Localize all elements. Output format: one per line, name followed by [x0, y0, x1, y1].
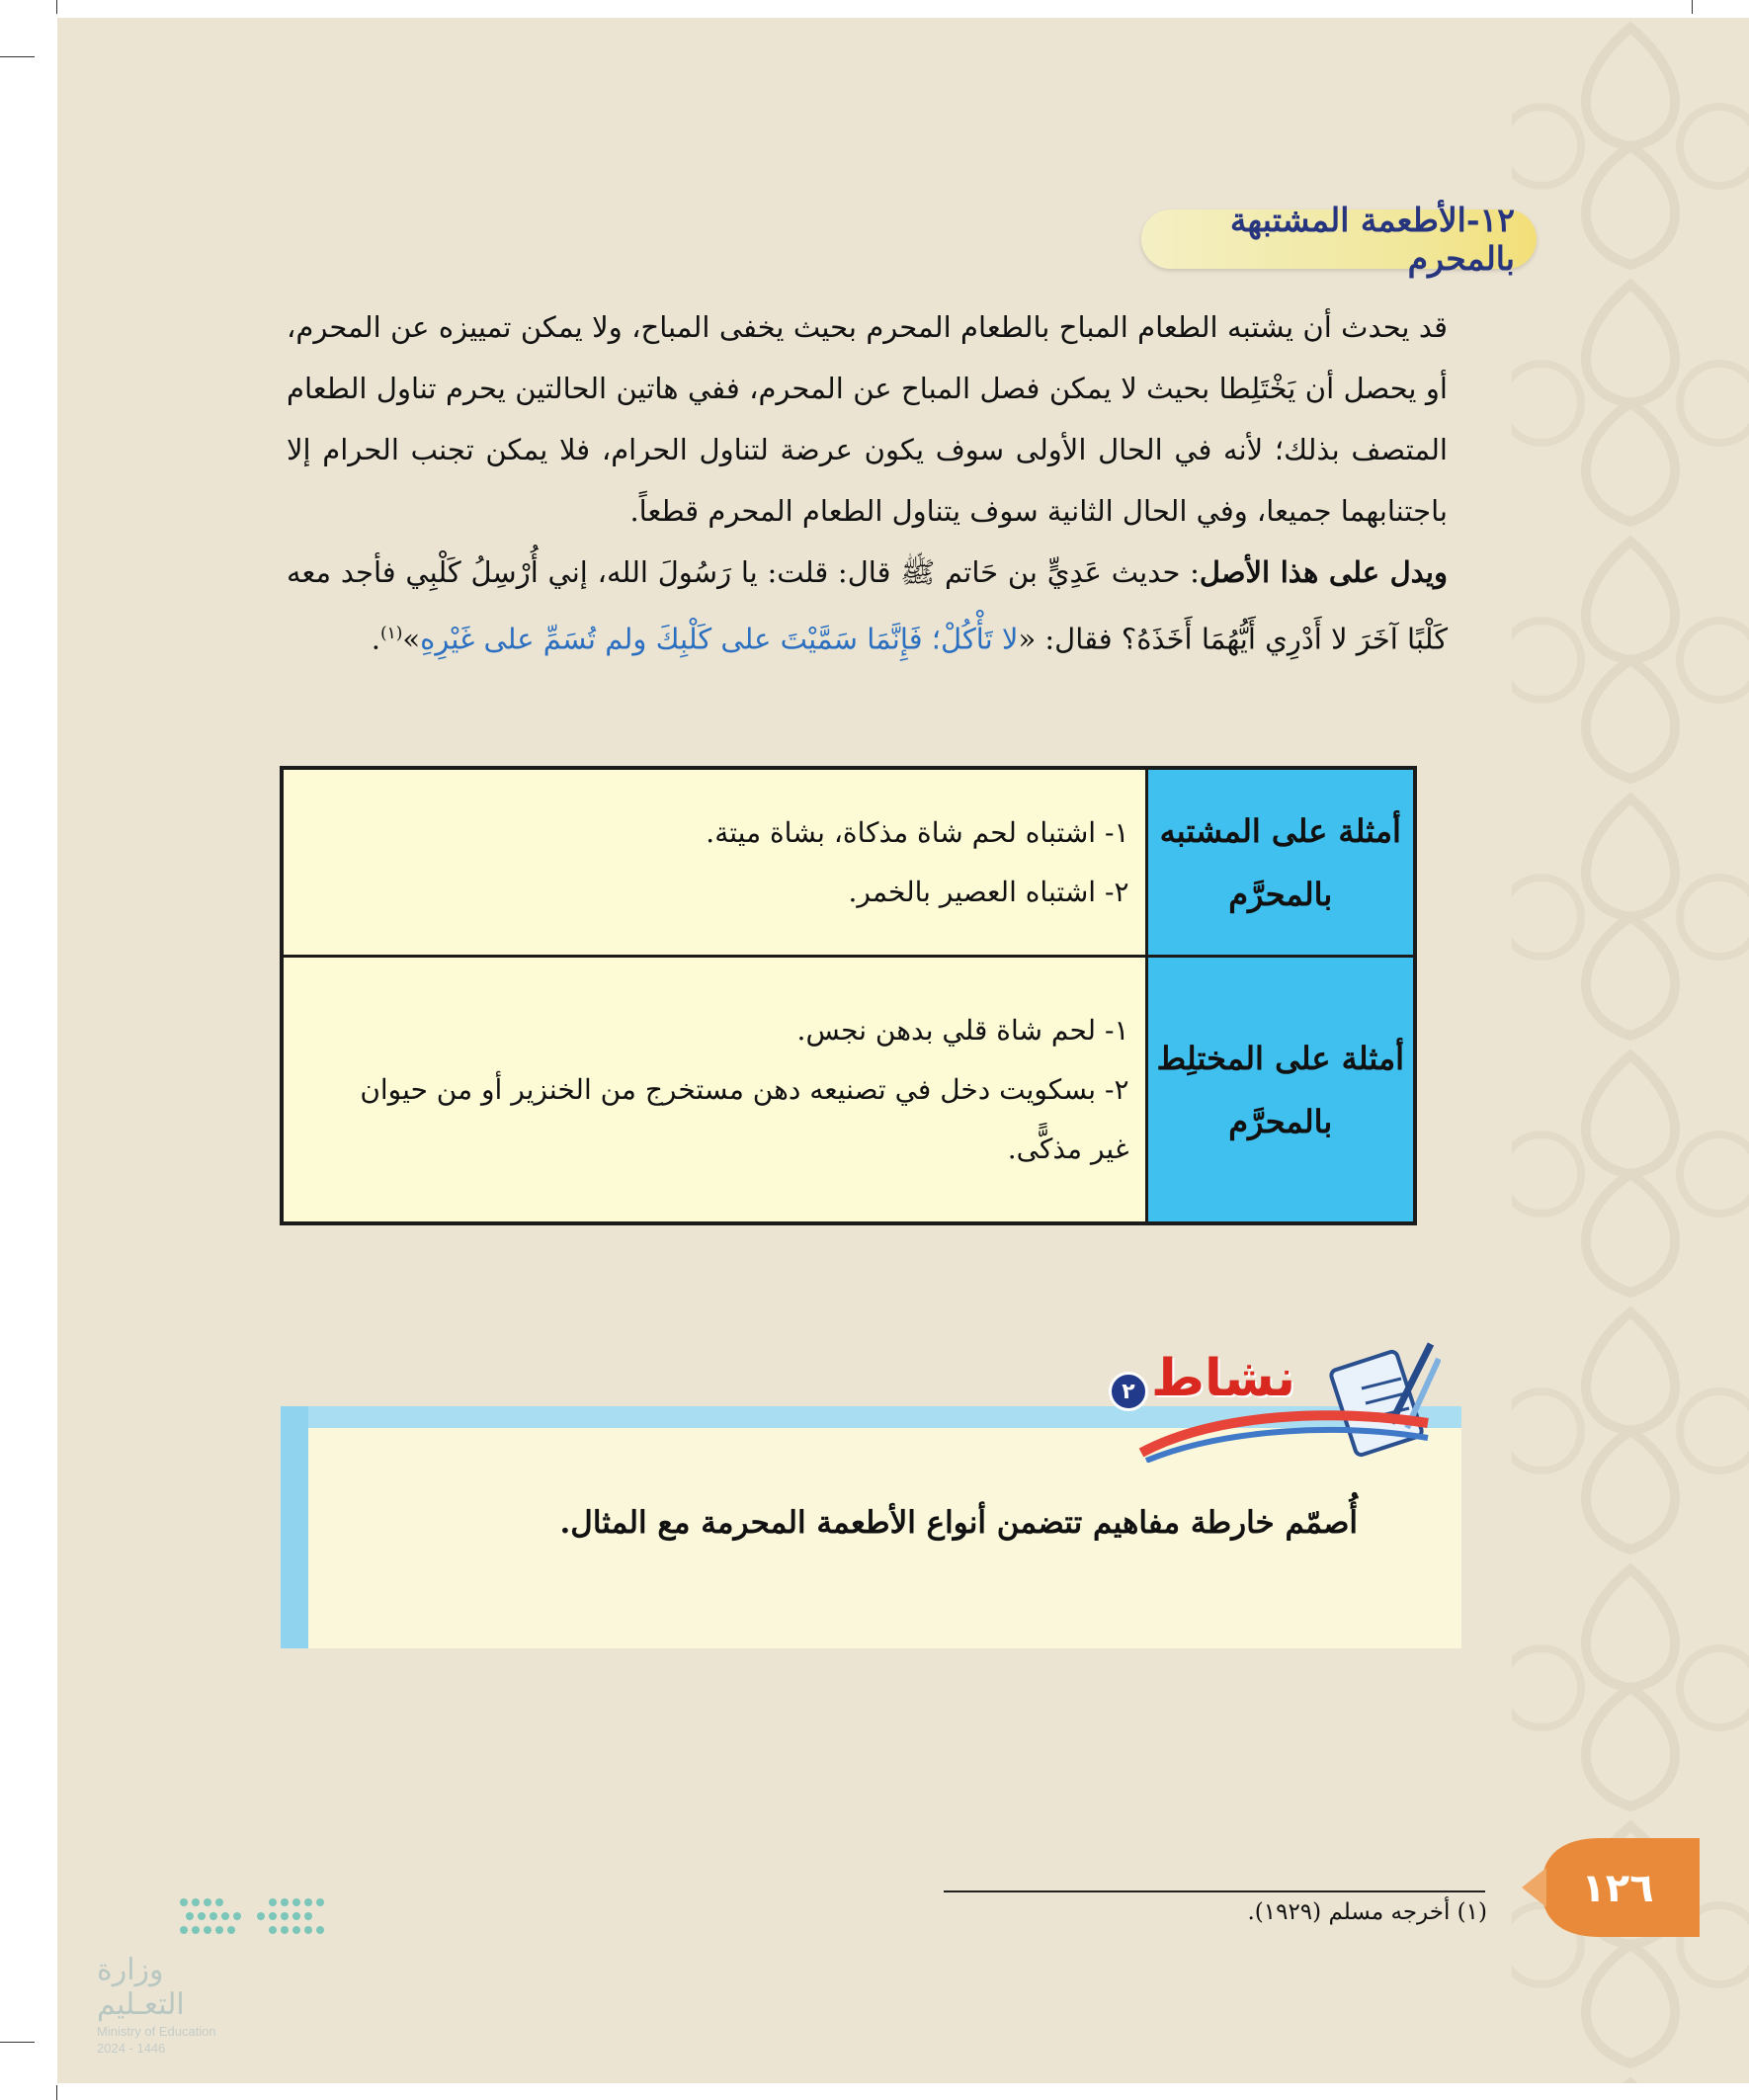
- ministry-arabic-name: وزارة التعـليم: [97, 1954, 185, 2021]
- page-number: ١٢٦: [1581, 1866, 1654, 1911]
- crop-mark: [0, 56, 35, 57]
- body-paragraph: [287, 296, 1448, 670]
- category-line: أمثلة على المشتبه: [1159, 811, 1401, 850]
- example-item: ١- اشتباه لحم شاة مذكاة، بشاة ميتة.: [706, 815, 1129, 849]
- ministry-year: 2024 - 1446: [97, 2041, 166, 2056]
- ministry-logo: [97, 1892, 334, 2056]
- activity-title: نشاط: [1151, 1349, 1295, 1408]
- table-row: [282, 957, 1415, 1223]
- section-heading: [1141, 201, 1537, 278]
- example-item: ٢- بسكويت دخل في تصنيعه دهن مستخرج من الخنزير أو من حيوان غير مذكًّى.: [360, 1072, 1129, 1165]
- footnote-divider: [944, 1890, 1485, 1892]
- examples-table: [280, 766, 1417, 1225]
- ornament-pattern: [1512, 18, 1749, 2083]
- table-category-cell: [1146, 957, 1415, 1223]
- table-row: [282, 768, 1415, 957]
- crop-mark: [1692, 0, 1693, 14]
- footnote: (١) أخرجه مسلم (١٩٢٩).: [1247, 1899, 1487, 1925]
- table-category-cell: [1146, 768, 1415, 957]
- crop-mark: [0, 2042, 35, 2043]
- activity-task: أُصمّم خارطة مفاهيم تتضمن أنواع الأطعمة المحرمة مع المثال.: [559, 1505, 1358, 1541]
- example-item: ١- لحم شاة قلي بدهن نجس.: [796, 1013, 1129, 1047]
- crop-mark: [56, 2085, 57, 2100]
- logo-dots-icon: [174, 1892, 332, 1942]
- swoosh-decoration: [1136, 1403, 1433, 1463]
- table-examples-cell: [282, 957, 1146, 1223]
- evidence-label: ويدل على هذا الأصل: [1199, 555, 1448, 589]
- crop-mark: [56, 0, 57, 14]
- section-heading-text: ١٢-الأطعمة المشتبهة بالمحرم: [1229, 201, 1515, 278]
- ministry-english-name: Ministry of Education: [97, 2024, 216, 2039]
- category-line: أمثلة على المختلِط: [1156, 1039, 1404, 1077]
- category-line: بالمحرَّم: [1228, 1102, 1333, 1140]
- footnote-reference[interactable]: (١): [379, 624, 403, 643]
- paragraph-text: قد يحدث أن يشتبه الطعام المباح بالطعام المحرم بحيث يخفى المباح، ولا يمكن تمييزه عن المحرم، أو يحصل أن يَخْتَلِطا بحيث لا يمكن فصل المباح عن المحرم، ففي هاتين الحالتين يحرم تناول الطعام المتصف بذلك؛ لأنه في الحال الأولى سوف يكون عرضة لتناول الحرام، فلا يمكن تجنب الحرام إلا باجتنابهما جميعا، وفي الحال الثانية سوف يتناول الطعام المحرم قطعاً.: [287, 310, 1448, 528]
- table-examples-cell: [282, 768, 1146, 957]
- category-line: بالمحرَّم: [1228, 875, 1333, 913]
- activity-number-badge: ٢: [1109, 1372, 1148, 1411]
- example-item: ٢- اشتباه العصير بالخمر.: [848, 875, 1129, 908]
- hadith-quote: لا تَأْكُلْ؛ فَإِنَّمَا سَمَّيْتَ على كَلْبِكَ ولم تُسَمِّ على غَيْرِهِ: [420, 622, 1019, 656]
- evidence-text: : حديث عَدِيٍّ بن حَاتم ﷺ قال: قلت: يا رَسُولَ الله، إني أُرْسِلُ كَلْبِي فأجد معه كَلْبًا آخَرَ لا أَدْرِي أَيُّهُمَا أَخَذَهُ؟ فقال: «: [287, 555, 1448, 656]
- hadith-close: »: [402, 622, 421, 656]
- paragraph-end: .: [371, 622, 380, 656]
